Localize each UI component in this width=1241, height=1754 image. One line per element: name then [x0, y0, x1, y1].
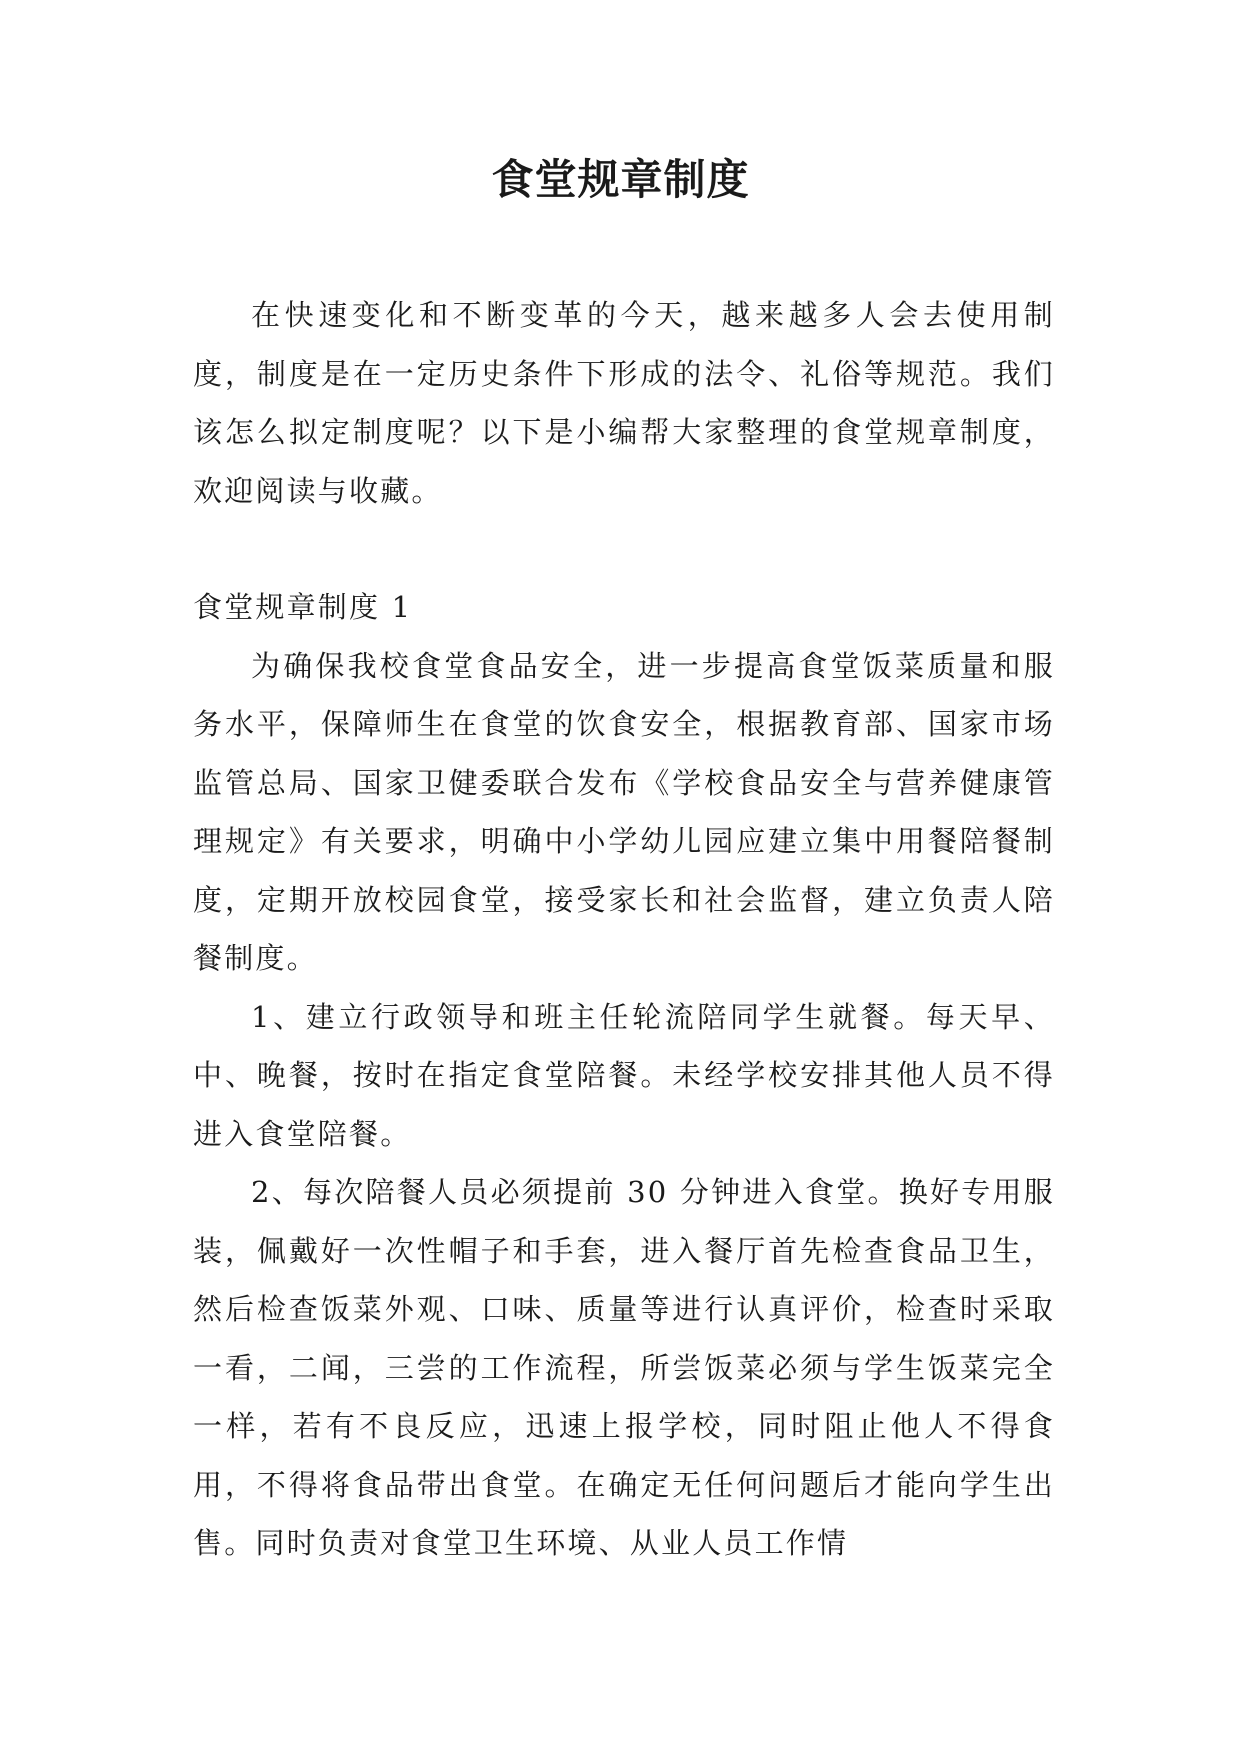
- document-body: [193, 286, 1055, 1573]
- document-title: 食堂规章制度: [491, 155, 750, 204]
- body-paragraph: 为确保我校食堂食品安全，进一步提高食堂饭菜质量和服务水平，保障师生在食堂的饮食安全，根据教育部、国家市场监管总局、国家卫健委联合发布《学校食品安全与营养健康管理规定》有关要求，明确中小学幼儿园应建立集中用餐陪餐制度，定期开放校园食堂，接受家长和社会监督，建立负责人陪餐制度。: [193, 648, 1055, 975]
- body-paragraph: 2、每次陪餐人员必须提前 30 分钟进入食堂。换好专用服装，佩戴好一次性帽子和手套，进入餐厅首先检查食品卫生，然后检查饭菜外观、口味、质量等进行认真评价，检查时采取一看，二闻，三尝的工作流程，所尝饭菜必须与学生饭菜完全一样，若有不良反应，迅速上报学校，同时阻止他人不得食用，不得将食品带出食堂。在确定无任何问题后才能向学生出售。同时负责对食堂卫生环境、从业人员工作情: [193, 1175, 1055, 1560]
- body-paragraph: 1、建立行政领导和班主任轮流陪同学生就餐。每天早、中、晚餐，按时在指定食堂陪餐。未经学校安排其他人员不得进入食堂陪餐。: [193, 999, 1055, 1151]
- intro-paragraph: 在快速变化和不断变革的今天，越来越多人会去使用制度，制度是在一定历史条件下形成的法令、礼俗等规范。我们该怎么拟定制度呢？以下是小编帮大家整理的食堂规章制度，欢迎阅读与收藏。: [193, 298, 1055, 508]
- section-heading: 食堂规章制度 1: [193, 590, 413, 624]
- paragraph-spacer: [193, 520, 1055, 578]
